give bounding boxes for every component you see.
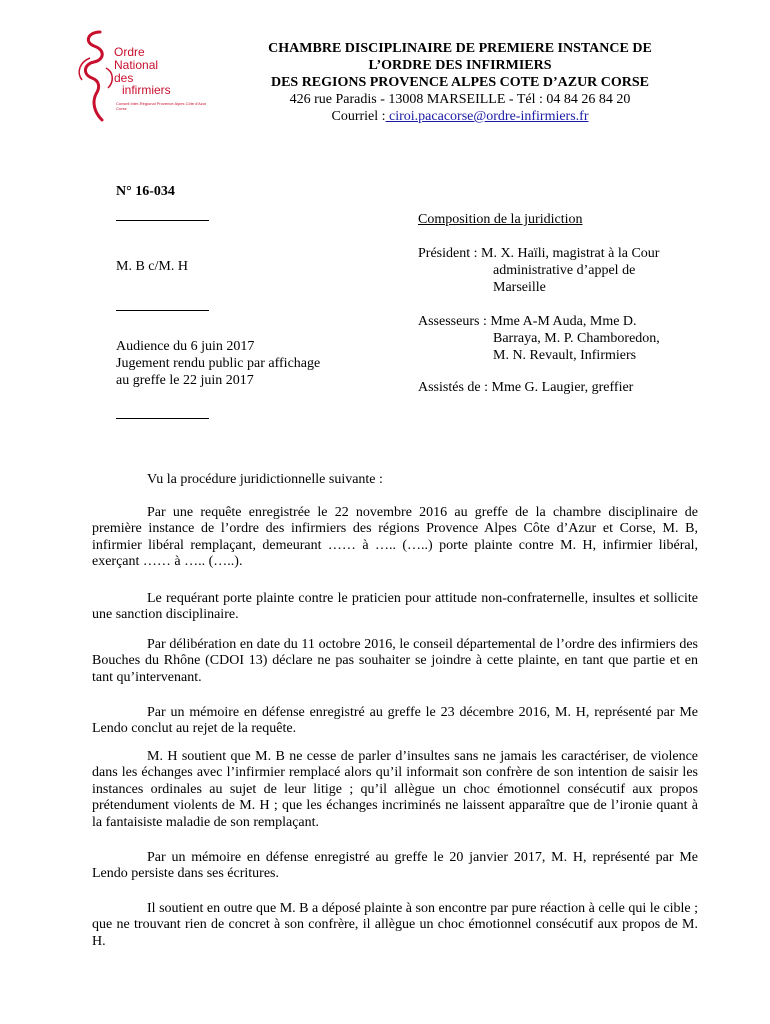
logo-subtitle: Conseil Inter-Régional Provence Alpes Côte d'Azur Corse [116, 101, 207, 111]
assessors-line-1: Assesseurs : Mme A-M Auda, Mme D. [418, 314, 637, 329]
president-block [418, 245, 718, 296]
judgment-line-1: Jugement rendu public par affichage [116, 356, 321, 371]
logo-text-4: infirmiers [122, 83, 171, 97]
body-paragraph-2 [92, 505, 698, 571]
header-email-line [230, 108, 690, 125]
header-line-1: CHAMBRE DISCIPLINAIRE DE PREMIERE INSTANCE DE [268, 41, 652, 56]
composition-heading: Composition de la juridiction [418, 212, 583, 227]
header-address: 426 rue Paradis - 13008 MARSEILLE - Tél : 04 84 26 84 20 [289, 92, 631, 107]
assessors-line-2: Barraya, M. P. Chamboredon, [493, 331, 660, 346]
body-paragraph-7 [92, 850, 698, 883]
ordre-infirmiers-logo [70, 28, 240, 123]
judgment-line-2: au greffe le 22 juin 2017 [116, 373, 254, 388]
president-line-1: Président : M. X. Haïli, magistrat à la Cour [418, 246, 660, 261]
document-header [230, 40, 690, 125]
assisted-line: Assistés de : Mme G. Laugier, greffier [418, 380, 634, 395]
header-line-2: L’ORDRE DES INFIRMIERS [368, 58, 552, 73]
logo-text-1: Ordre [114, 45, 145, 59]
separator-rule [116, 220, 209, 221]
separator-rule [116, 418, 209, 419]
body-paragraph-5 [92, 705, 698, 738]
paragraph: Par un mémoire en défense enregistré au greffe le 23 décembre 2016, M. H, représenté par Me Lendo conclut au rejet de la requête. [92, 705, 698, 737]
case-parties: M. B c/M. H [116, 259, 188, 274]
hearing-info [116, 338, 320, 389]
paragraph: Il soutient en outre que M. B a déposé plainte à son encontre par pure réaction à celle qui le cible ; que ne trouvant rien de concret à son confrère, il allègue un choc émotionnel consécutif aux propos de M. H. [92, 901, 698, 949]
president-line-2: administrative d’appel de [493, 263, 636, 278]
header-line-3: DES REGIONS PROVENCE ALPES COTE D’AZUR CORSE [270, 75, 650, 90]
case-number: N° 16-034 [116, 184, 175, 199]
paragraph: Le requérant porte plainte contre le praticien pour attitude non-confraternelle, insultes et sollicite une sanction disciplinaire. [92, 591, 698, 623]
paragraph: M. H soutient que M. B ne cesse de parler d’insultes sans ne jamais les caractériser, de violence dans les échanges avec l’infirmier remplacé alors qu’il informait son confrère de son intention de saisir les instances ordinales au sujet de leur litige ; qu’il allègue un choc émotionnel consécutif aux propos prétendument violents de M. H ; que les échanges incriminés ne laissent apparaître que de l’ironie quant à la fantaisiste maladie de son remplaçant. [92, 749, 698, 830]
paragraph: Par une requête enregistrée le 22 novembre 2016 au greffe de la chambre disciplinaire de première instance de l’ordre des infirmiers des régions Provence Alpes Côte d’Azur et Corse, M. B, infirmier libéral remplaçant, demeurant …… à ….. (…..) porte plainte contre M. H, infirmier libéral, exerçant …… à ….. (…..). [92, 505, 698, 570]
paragraph: Vu la procédure juridictionnelle suivante : [147, 472, 383, 487]
logo-text-3: des [114, 71, 134, 85]
body-paragraph-8 [92, 901, 698, 950]
assessors-block [418, 313, 718, 364]
hearing-date: Audience du 6 juin 2017 [116, 339, 255, 354]
president-line-3: Marseille [493, 280, 546, 295]
body-paragraph-4 [92, 637, 698, 686]
logo-text-2: National [114, 58, 159, 72]
email-label: Courriel : [331, 109, 386, 124]
assessors-line-3: M. N. Revault, Infirmiers [493, 348, 637, 363]
body-paragraph-6 [92, 749, 698, 831]
body-paragraph-3 [92, 591, 698, 624]
separator-rule [116, 310, 209, 311]
paragraph: Par délibération en date du 11 octobre 2016, le conseil départemental de l’ordre des infirmiers des Bouches du Rhône (CDOI 13) déclare ne pas souhaiter se joindre à cette plainte, en tant que partie et en tant qu’intervenant. [92, 637, 698, 685]
composition-title [418, 211, 718, 228]
body-paragraph-1 [92, 472, 698, 488]
paragraph: Par un mémoire en défense enregistré au greffe le 20 janvier 2017, M. H, représenté par Me Lendo persiste dans ses écritures. [92, 850, 698, 882]
email-link[interactable]: ciroi.pacacorse@ordre-infirmiers.fr [385, 109, 589, 124]
